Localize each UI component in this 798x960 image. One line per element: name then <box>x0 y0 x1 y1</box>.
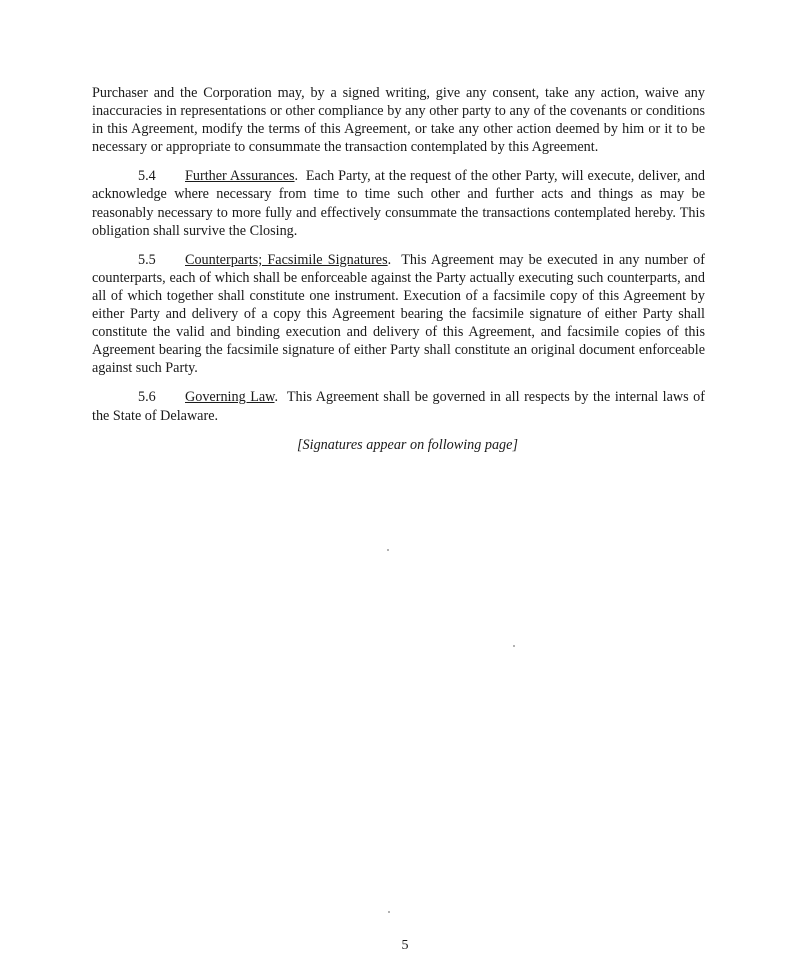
section-number: 5.6 <box>138 389 156 406</box>
section-body: Each Party, at the request of the other Party, will execute, deliver, and acknowledge where necessary from time to time such other and further acts and things as may be reasonably necessary to more fully and effectively consummate the transactions contemplated hereby. This obligation shall survive the Closing. <box>92 168 705 239</box>
section-heading: Counterparts; Facsimile Signatures <box>185 251 388 268</box>
scan-speck <box>387 549 389 551</box>
section-number: 5.5 <box>138 251 156 268</box>
section-number: 5.4 <box>138 168 156 185</box>
signature-note: [Signatures appear on following page] <box>297 436 518 453</box>
section-body: This Agreement shall be governed in all respects by the internal laws of the State of Delaware. <box>92 389 706 424</box>
section-heading: Governing Law <box>185 389 275 406</box>
intro-paragraph: Purchaser and the Corporation may, by a signed writing, give any consent, take any action, waive any inaccuracies in representations or other compliance by any other party to any of the covenants or conditions in this Agreement, modify the terms of this Agreement, or take any other action deemed by him or it to be necessary or appropriate to consummate the transaction contemplated by this Agreement. <box>92 85 705 156</box>
page-number: 5 <box>401 938 409 953</box>
section-heading: Further Assurances <box>185 168 295 185</box>
scan-speck <box>388 911 390 913</box>
section-5-6: 5.6 Governing Law. This Agreement shall be governed in all respects by the internal laws of the State of Delaware. <box>92 389 706 424</box>
section-5-5: 5.5 Counterparts; Facsimile Signatures. This Agreement may be executed in any number of counterparts, each of which shall be enforceable against the Party actually executing such counterparts, and all of which together shall constitute one instrument. Execution of a facsimile copy of this Agreement by either Party and delivery of a copy this Agreement bearing the facsimile signature of either Party shall constitute the valid and binding execution and delivery of this Agreement, and facsimile copies of this Agreement bearing the facsimile signature of either Party shall constitute an original document enforceable against such Party. <box>92 251 705 377</box>
section-5-4: 5.4 Further Assurances. Each Party, at the request of the other Party, will execute, deliver, and acknowledge where necessary from time to time such other and further acts and things as may be reasonably necessary to more fully and effectively consummate the transactions contemplated hereby. This obligation shall survive the Closing. <box>92 168 705 239</box>
section-body: This Agreement may be executed in any number of counterparts, each of which shall be enforceable against the Party actually executing such counterparts, and all of which together shall constitute one instrument. Execution of a facsimile copy of this Agreement by either Party and delivery of a copy this Agreement bearing the facsimile signature of either Party shall constitute the valid and binding execution and delivery of this Agreement, and facsimile copies of this Agreement bearing the facsimile signature of either Party shall constitute an original document enforceable against such Party. <box>92 251 705 377</box>
scan-speck <box>513 645 515 647</box>
page-content <box>92 84 705 465</box>
